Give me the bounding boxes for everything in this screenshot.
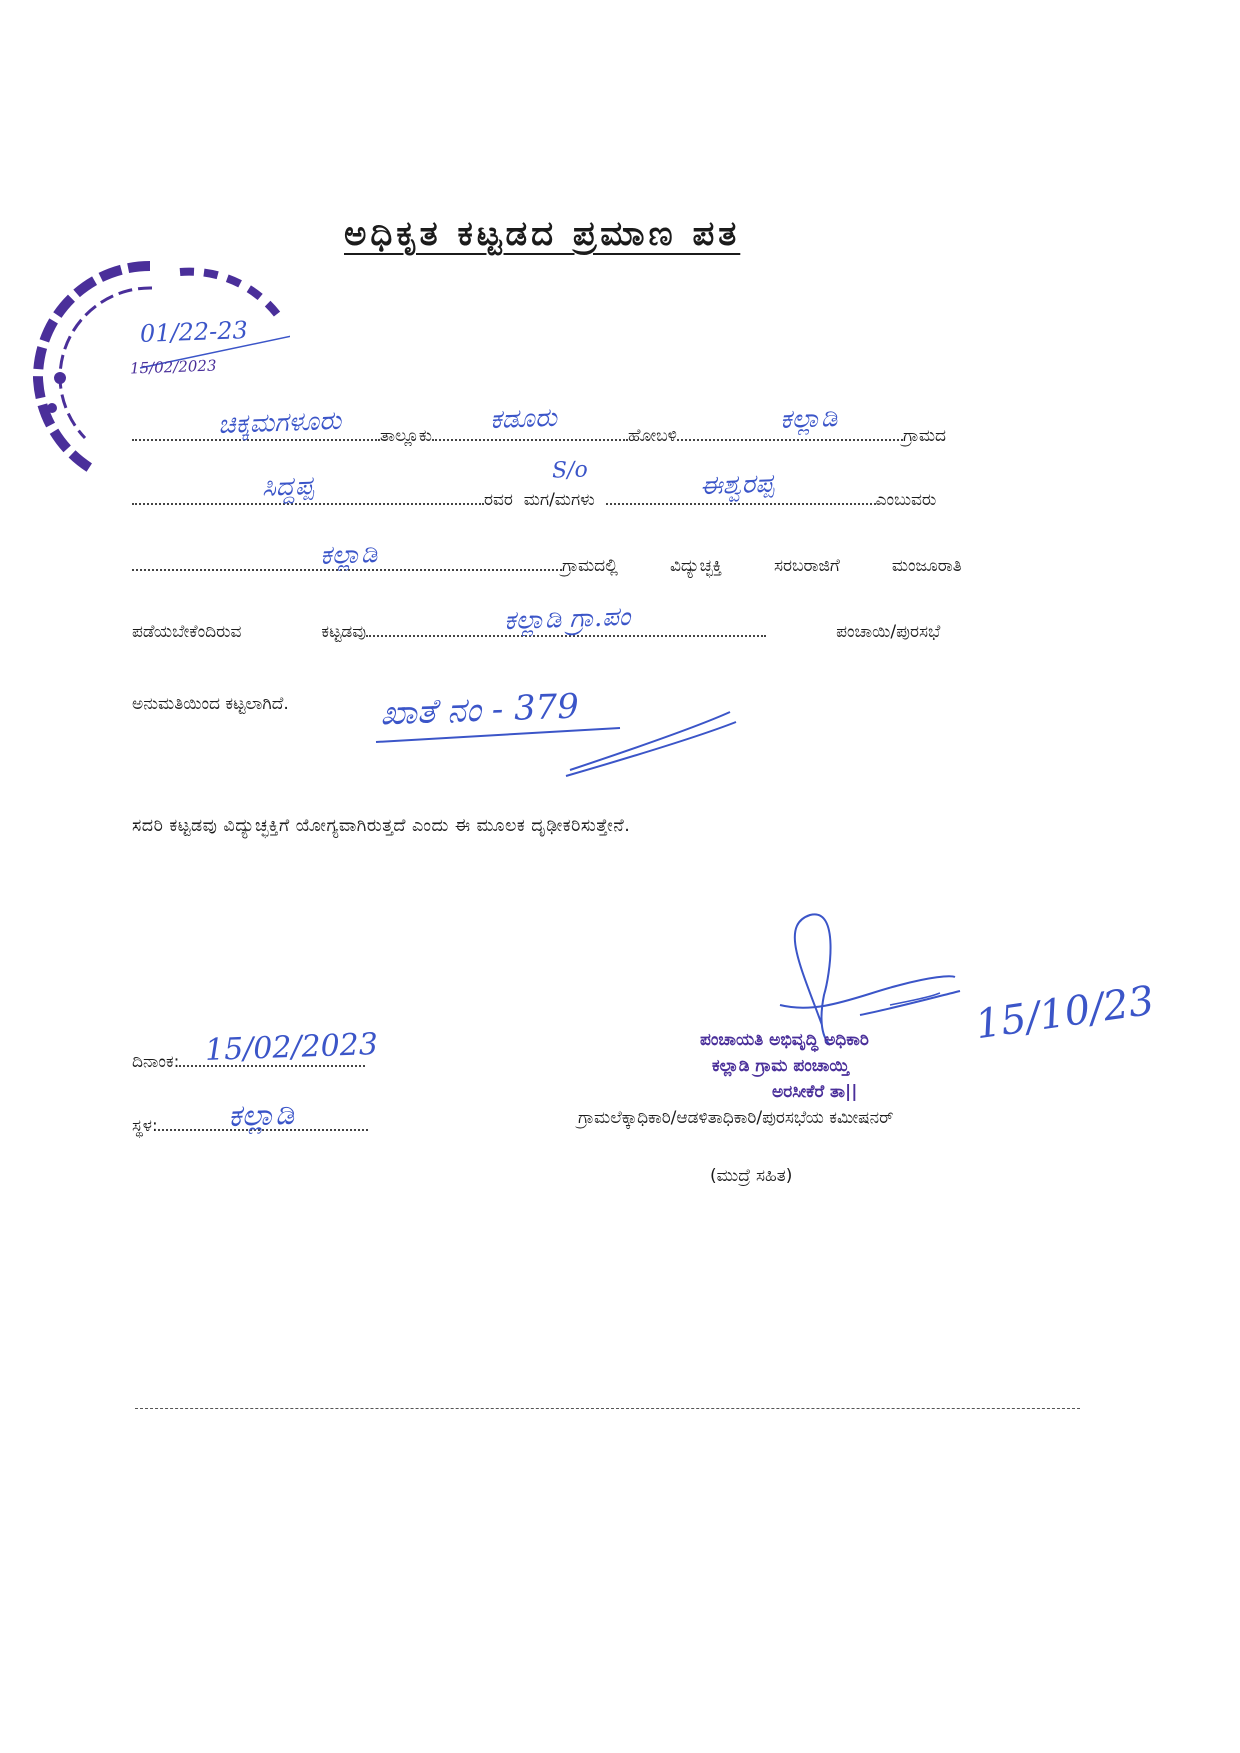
form-line-2 [132,490,936,510]
hw-place: ಕಲ್ಲಾಡಿ [227,1096,295,1135]
kattadavu-label: ಕಟ್ಟಡವು [321,622,367,642]
son-daughter-label: ಮಗ/ಮಗಳು [523,490,595,510]
hobli-label: ಹೋಬಳಿ [627,426,677,446]
hw-date: 15/02/2023 [204,1026,379,1069]
embuvaru-label: ಎಂಬುವರು [875,490,937,510]
form-line-3 [132,556,962,576]
stamp-date: 15/02/2023 [129,356,217,378]
page-title: ಅಧಿಕೃತ ಕಟ್ಟಡದ ಪ್ರಮಾಣ ಪತ [344,214,741,254]
stamp-number: 01/22-23 [139,316,249,348]
vidyut-label: ವಿದ್ಯುಚ್ಛಕ್ತಿ [669,556,722,576]
confirmation-text: ಸದರಿ ಕಟ್ಟಡವು ವಿದ್ಯುಚ್ಛಕ್ತಿಗೆ ಯೋಗ್ಯವಾಗಿರುತ್ತದೆ ಎಂದು ಈ ಮೂಲಕ ದೃಢೀಕರಿಸುತ್ತೇನೆ. [132,816,631,836]
hw-district: ಚಿಕ್ಕಮಗಳೂರು [217,405,342,441]
hw-underline-strokes [370,700,750,790]
officer-stamp-line1: ಪಂಚಾಯತಿ ಅಭಿವೃದ್ಧಿ ಅಧಿಕಾರಿ [700,1030,869,1050]
signature-date: 15/10/23 [972,977,1157,1049]
hw-village: ಕಲ್ಲಾಡಿ [319,539,378,571]
hw-so-mark: S/o [551,457,589,484]
form-line-5: ಅನುಮತಿಯಿಂದ ಕಟ್ಟಲಾಗಿದೆ. [132,694,289,714]
place-label: ಸ್ಥಳ: [132,1116,158,1136]
panchayati-label: ಪಂಚಾಯಿ/ಪುರಸಭೆ [836,622,941,642]
village-label: ಗ್ರಾಮದ [902,426,947,446]
manjurati-label: ಮಂಜೂರಾತಿ [891,556,962,576]
padeyabekendirua-label: ಪಡೆಯಬೇಕೆಂದಿರುವ [132,622,242,642]
hw-account-number: ಖಾತೆ ನಂ - 379 [379,686,580,734]
round-seal [30,258,290,488]
date-label: ದಿನಾಂಕ: [132,1052,180,1072]
taluk-label: ತಾಲ್ಲೂಕು [380,426,432,446]
hw-taluk: ಕಡೂರು [489,402,558,436]
hw-panchayat: ಕಲ್ಲಾಡಿ ಗ್ರಾ.ಪಂ [503,601,631,637]
hw-name: ಈಶ್ವರಪ್ಪ [699,468,775,502]
hw-father: ಸಿದ್ದಪ್ಪ [261,471,315,503]
ravara-label: ರವರ [484,490,513,510]
bottom-separator [135,1408,1080,1409]
seal-note: (ಮುದ್ರೆ ಸಹಿತ) [710,1166,793,1186]
officer-stamp-line2: ಕಲ್ಲಾಡಿ ಗ್ರಾಮ ಪಂಚಾಯ್ತಿ [712,1056,850,1076]
officer-title: ಗ್ರಾಮಲೆಕ್ಕಾಧಿಕಾರಿ/ಆಡಳಿತಾಧಿಕಾರಿ/ಪುರಸಭೆಯ ಕಮೀಷನರ್ [578,1108,894,1128]
officer-stamp-line3: ಅರಸೀಕೆರೆ ತಾ|| [772,1082,858,1102]
gramadalli-label: ಗ್ರಾಮದಲ್ಲಿ [562,556,618,576]
sarabaraji-label: ಸರಬರಾಜಿಗೆ [773,556,840,576]
hw-hobli: ಕಲ್ಲಾಡಿ [779,403,838,435]
